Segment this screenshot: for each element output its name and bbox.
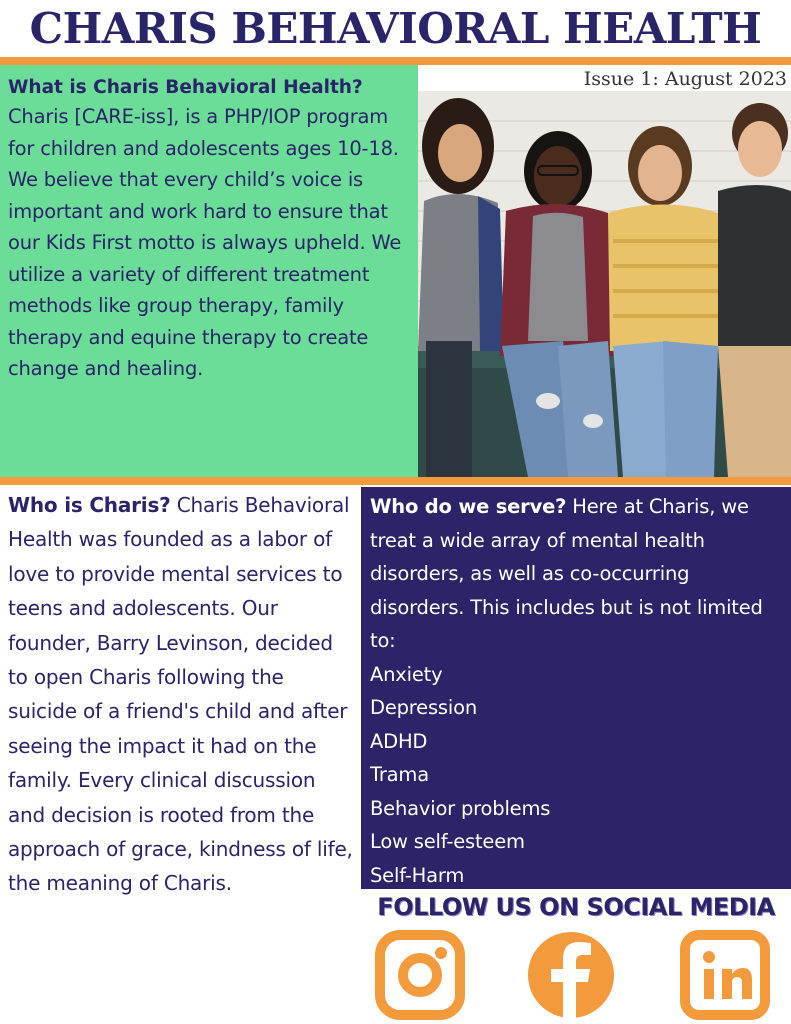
- list-item: Trama: [370, 763, 429, 786]
- header-divider: [0, 57, 791, 65]
- list-item: Depression: [370, 696, 478, 719]
- serve-intro: [370, 490, 783, 658]
- group-photo: [418, 91, 791, 477]
- issue-label: Issue 1: August 2023: [583, 68, 787, 90]
- instagram-icon[interactable]: [375, 930, 465, 1020]
- serve-section: [361, 487, 791, 889]
- social-heading: FOLLOW US ON SOCIAL MEDIA: [377, 893, 775, 921]
- who-body: Charis Behavioral Health was founded as a labor of love to provide mental services to teens and adolescents. Our founder, Barry Levinson, decided to open Charis following the suicide of a friend's child and after seeing the impact it had on the family. Every clinical discussion and decision is rooted from the approach of grace, kindness of life, the meaning of Charis.: [8, 493, 353, 896]
- conditions-list: [370, 658, 783, 893]
- serve-heading: Who do we serve?: [370, 495, 567, 518]
- linkedin-icon[interactable]: [680, 930, 770, 1020]
- list-item: Low self-esteem: [370, 830, 525, 853]
- facebook-icon[interactable]: [526, 930, 616, 1020]
- intro-body: Charis [CARE-iss], is a PHP/IOP program for children and adolescents ages 10-18. We believe that every child’s voice is important and work hard to ensure that our Kids First motto is always upheld. We utilize a variety of different treatment methods like group therapy, family therapy and equine therapy to create change and healing.: [8, 105, 402, 380]
- list-item: ADHD: [370, 729, 428, 753]
- who-heading: Who is Charis?: [8, 493, 171, 517]
- intro-heading: What is Charis Behavioral Health?: [8, 77, 363, 98]
- serve-body: Here at Charis, we treat a wide array of mental health disorders, as well as co-occurring disorders. This includes but is not limited to:: [370, 495, 763, 652]
- list-item: Anxiety: [370, 662, 443, 686]
- section-divider: [0, 477, 791, 485]
- list-item: Self-Harm: [370, 863, 465, 887]
- who-section: [8, 488, 358, 901]
- intro-panel: [0, 65, 418, 477]
- group-photo-illustration: [418, 91, 791, 477]
- newsletter-title: CHARIS BEHAVIORAL HEALTH: [29, 4, 762, 53]
- list-item: Behavior problems: [370, 796, 551, 820]
